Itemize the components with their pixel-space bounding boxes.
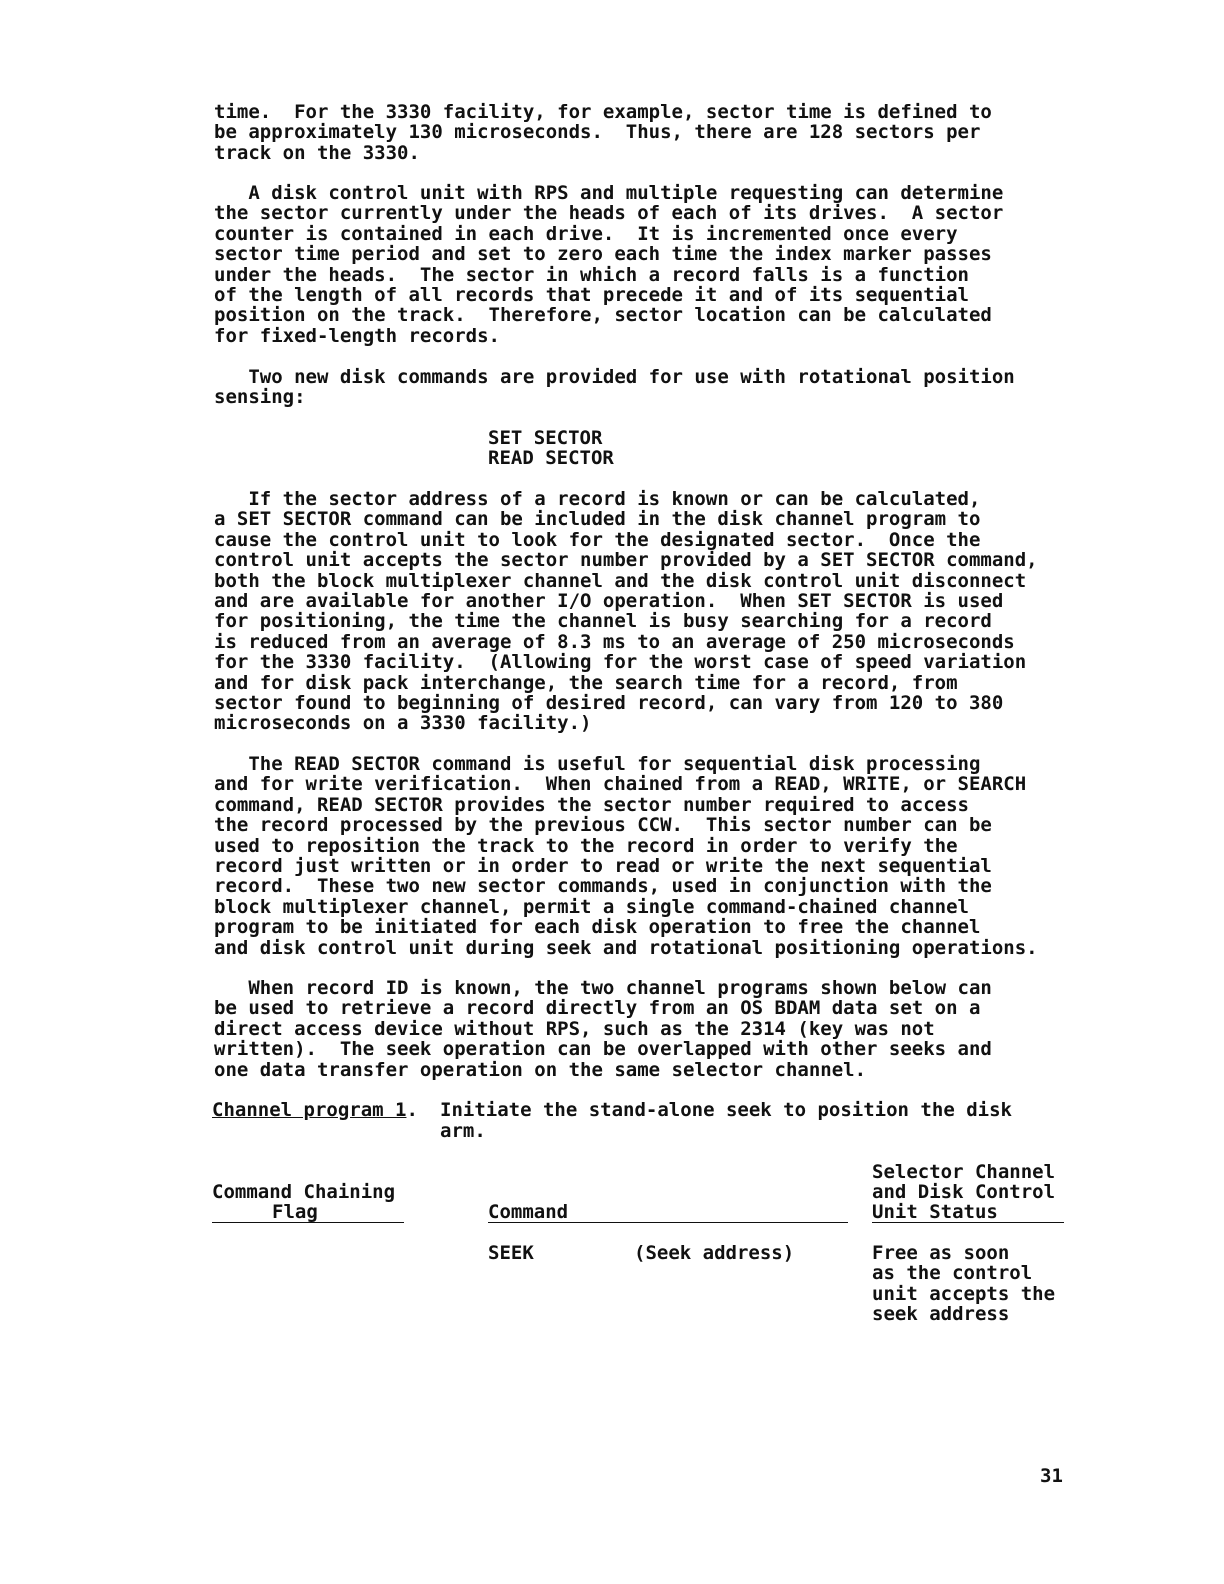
text-line: and for write verification. When chained from a READ, WRITE, or SEARCH (214, 773, 1027, 796)
text-line: A disk control unit with RPS and multiple requesting can determine (214, 182, 1004, 204)
text-line: written). The seek operation can be overlapped with other seeks and (214, 1038, 992, 1061)
row-operand: (Seek address) (634, 1242, 795, 1264)
page-number: 31 (1040, 1465, 1063, 1487)
paragraph-1 (214, 102, 1094, 163)
text-line: a SET SECTOR command can be included in the disk channel program to (214, 508, 981, 531)
text-line: If the sector address of a record is known or can be calculated, (214, 488, 981, 510)
text-line: The READ SECTOR command is useful for sequential disk processing (214, 753, 981, 775)
text-line: time. For the 3330 facility, for example, sector time is defined to (214, 101, 992, 123)
text-line: the sector currently under the heads of each of its drives. A sector (214, 202, 1004, 225)
paragraph-3 (214, 367, 1094, 408)
text-line: direct access device without RPS, such as the 2314 (key was not (214, 1017, 935, 1040)
channel-program-text-2: arm. (440, 1120, 486, 1142)
paragraph-5 (214, 754, 1094, 958)
text-line: control unit accepts the sector number provided by a SET SECTOR command, (214, 549, 1038, 572)
text-line: be used to retrieve a record directly from an OS BDAM data set on a (214, 997, 981, 1020)
text-line: the record processed by the previous CCW. This sector number can be (214, 814, 992, 837)
text-line: as the control (872, 1262, 1033, 1285)
text-line: SET SECTOR (488, 427, 603, 449)
text-line: microseconds on a 3330 facility.) (214, 712, 592, 735)
text-line: both the block multiplexer channel and the disk control unit disconnect (214, 569, 1027, 592)
text-line: track on the 3330. (214, 141, 420, 164)
text-line: Free as soon (872, 1242, 1010, 1264)
col1-header-rule (212, 1222, 404, 1223)
channel-program-text-1: Initiate the stand-alone seek to position the disk (440, 1099, 1012, 1121)
text-line: Two new disk commands are provided for use with rotational position (214, 366, 1015, 388)
text-line: for positioning, the time the channel is busy searching for a record (214, 610, 992, 633)
channel-program-label-suffix: . (406, 1099, 418, 1121)
text-line: and are available for another I/O operation. When SET SECTOR is used (214, 589, 1004, 612)
channel-program-heading (212, 1100, 418, 1120)
text-line: of the length of all records that precede it and of its sequential (214, 283, 969, 306)
col1-header-line2: Flag (272, 1201, 318, 1223)
text-line: for the 3330 facility. (Allowing for the worst case of speed variation (214, 651, 1027, 674)
channel-program-label: Channel program 1 (212, 1099, 407, 1121)
text-line: READ SECTOR (488, 447, 614, 470)
col3-header-rule (872, 1222, 1064, 1223)
col3-header-line2: and Disk Control (872, 1181, 1056, 1203)
text-line: block multiplexer channel, permit a single command-chained channel (214, 895, 969, 918)
text-line: for fixed-length records. (214, 324, 500, 347)
paragraph-6 (214, 978, 1094, 1080)
text-line: seek address (872, 1303, 1010, 1326)
text-line: used to reposition the track to the record in order to verify the (214, 834, 958, 857)
col3-header-line1: Selector Channel (872, 1161, 1056, 1183)
text-line: sector time period and set to zero each time the index marker passes (214, 243, 992, 266)
command-list (488, 428, 788, 469)
paragraph-4 (214, 489, 1094, 734)
text-line: When record ID is known, the two channel programs shown below can (214, 977, 992, 999)
row-command: SEEK (488, 1242, 534, 1264)
text-line: unit accepts the (872, 1282, 1056, 1305)
text-line: one data transfer operation on the same selector channel. (214, 1058, 867, 1081)
paragraph-2 (214, 183, 1094, 346)
col1-header-line1: Command Chaining (212, 1181, 396, 1203)
text-line: record. These two new sector commands, used in conjunction with the (214, 875, 992, 898)
text-line: cause the control unit to look for the designated sector. Once the (214, 528, 981, 551)
text-line: record just written or in order to read or write the next sequential (214, 854, 992, 877)
text-line: and for disk pack interchange, the search time for a record, from (214, 671, 958, 694)
col2-header: Command (488, 1201, 569, 1223)
text-line: be approximately 130 microseconds. Thus, there are 128 sectors per (214, 121, 981, 144)
col2-header-rule (488, 1222, 848, 1223)
col3-header-line3: Unit Status (872, 1201, 998, 1223)
row-status (872, 1243, 1072, 1325)
text-line: is reduced from an average of 8.3 ms to an average of 250 microseconds (214, 630, 1015, 653)
text-line: counter is contained in each drive. It is incremented once every (214, 222, 958, 245)
text-line: command, READ SECTOR provides the sector number required to access (214, 793, 969, 816)
text-line: program to be initiated for each disk operation to free the channel (214, 916, 981, 939)
text-line: and disk control unit during seek and rotational positioning operations. (214, 936, 1038, 959)
text-line: sensing: (214, 386, 306, 409)
text-line: under the heads. The sector in which a record falls is a function (214, 263, 969, 286)
text-line: position on the track. Therefore, sector location can be calculated (214, 304, 992, 327)
text-line: sector found to beginning of desired record, can vary from 120 to 380 (214, 691, 1004, 714)
